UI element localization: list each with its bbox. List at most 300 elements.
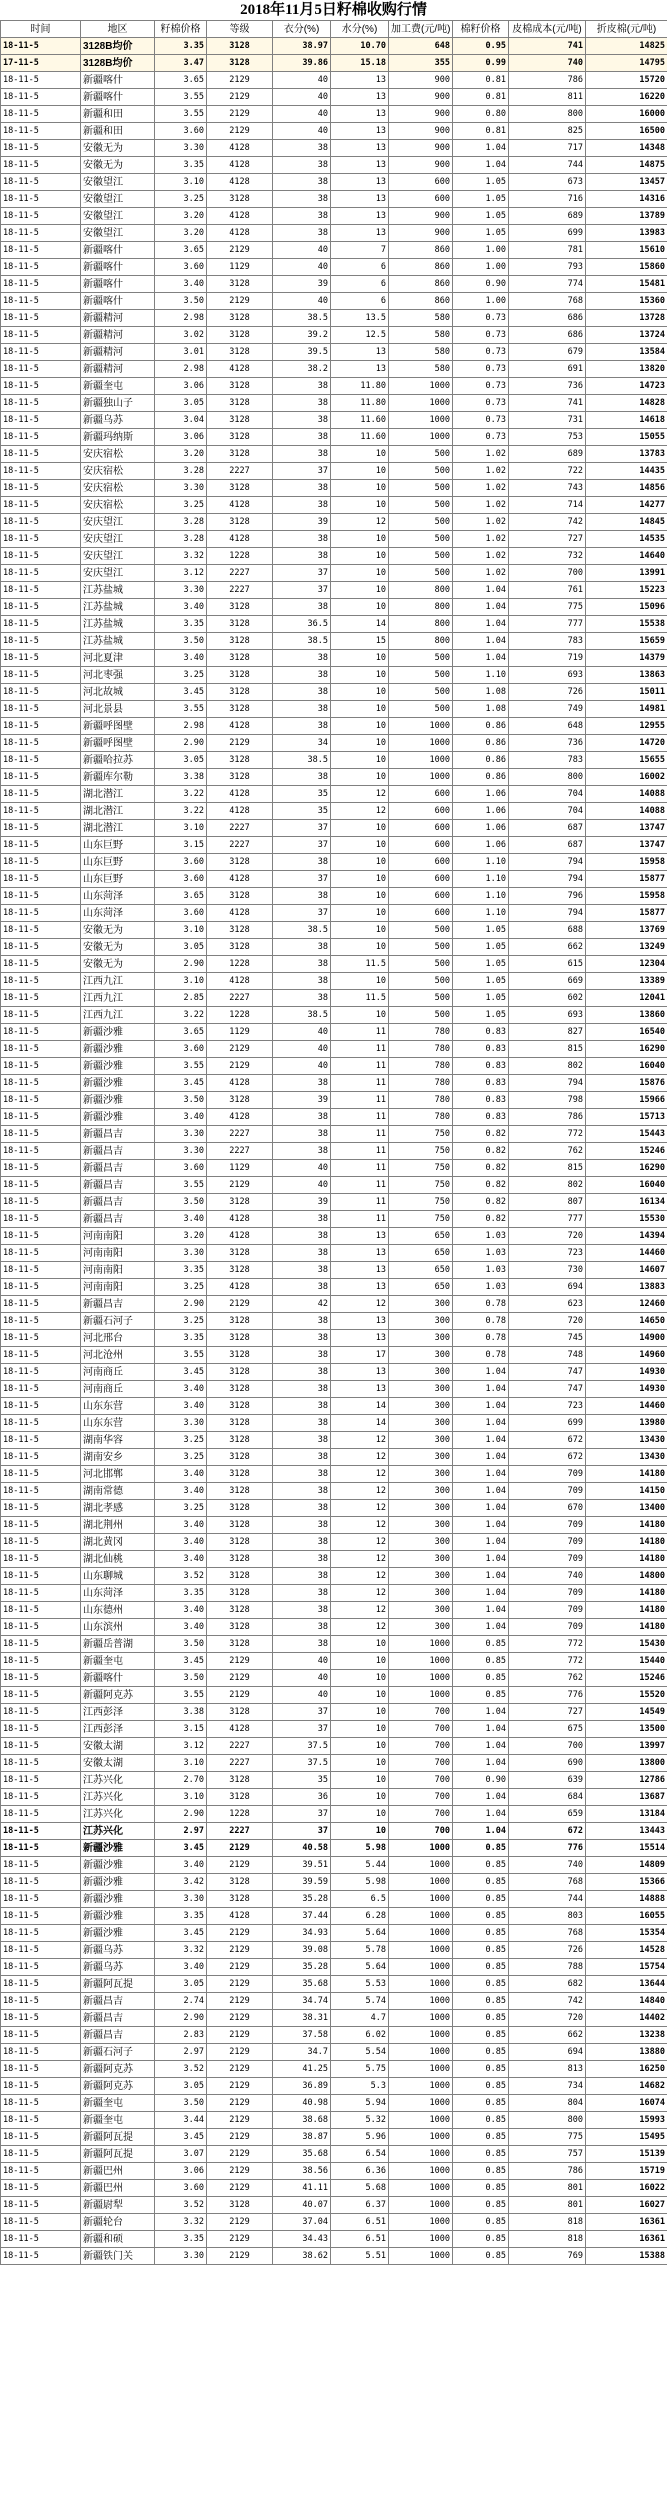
- cottonseed-price-cell: 1.04: [453, 1721, 509, 1738]
- grade-cell: 3128: [207, 1789, 273, 1806]
- region-cell: 山东东营: [81, 1398, 155, 1415]
- seed-cotton-price-cell: 2.70: [155, 1772, 207, 1789]
- table-row: [1, 2044, 667, 2061]
- cottonseed-price-cell: 0.85: [453, 2027, 509, 2044]
- time-cell: 18-11-5: [1, 2078, 81, 2095]
- moisture-cell: 11: [331, 1024, 389, 1041]
- time-cell: 18-11-5: [1, 803, 81, 820]
- time-cell: 18-11-5: [1, 531, 81, 548]
- processing-fee-cell: 1000: [389, 769, 453, 786]
- moisture-cell: 13: [331, 1313, 389, 1330]
- table-row: [1, 514, 667, 531]
- lint-cost-cell: 742: [509, 1993, 586, 2010]
- region-cell: 河南商丘: [81, 1381, 155, 1398]
- table-row: [1, 786, 667, 803]
- table-row: [1, 684, 667, 701]
- seed-cotton-price-cell: 3.28: [155, 463, 207, 480]
- lint-cost-cell: 704: [509, 786, 586, 803]
- lint-percentage-cell: 38: [273, 1398, 331, 1415]
- cottonseed-price-cell: 1.02: [453, 446, 509, 463]
- lint-cost-cell: 741: [509, 38, 586, 55]
- table-row: [1, 106, 667, 123]
- lint-equivalent-cell: 16290: [586, 1160, 667, 1177]
- region-cell: 新疆沙雅: [81, 1925, 155, 1942]
- lint-percentage-cell: 38: [273, 1075, 331, 1092]
- seed-cotton-price-cell: 3.55: [155, 106, 207, 123]
- lint-cost-cell: 825: [509, 123, 586, 140]
- table-row: [1, 446, 667, 463]
- cottonseed-price-cell: 0.78: [453, 1330, 509, 1347]
- lint-percentage-cell: 38.5: [273, 752, 331, 769]
- grade-cell: 3128: [207, 752, 273, 769]
- lint-cost-cell: 731: [509, 412, 586, 429]
- moisture-cell: 6: [331, 259, 389, 276]
- lint-equivalent-cell: 14528: [586, 1942, 667, 1959]
- moisture-cell: 13: [331, 1330, 389, 1347]
- cottonseed-price-cell: 0.83: [453, 1041, 509, 1058]
- region-cell: 新疆铁门关: [81, 2248, 155, 2265]
- lint-equivalent-cell: 15360: [586, 293, 667, 310]
- time-cell: 18-11-5: [1, 1959, 81, 1976]
- time-cell: 18-11-5: [1, 1653, 81, 1670]
- lint-equivalent-cell: 14316: [586, 191, 667, 208]
- time-cell: 18-11-5: [1, 1347, 81, 1364]
- moisture-cell: 13: [331, 89, 389, 106]
- table-row: [1, 752, 667, 769]
- lint-percentage-cell: 38: [273, 956, 331, 973]
- processing-fee-cell: 500: [389, 565, 453, 582]
- time-cell: 18-11-5: [1, 1024, 81, 1041]
- processing-fee-cell: 860: [389, 293, 453, 310]
- grade-cell: 2129: [207, 2146, 273, 2163]
- moisture-cell: 12: [331, 1449, 389, 1466]
- table-row: [1, 633, 667, 650]
- time-cell: 18-11-5: [1, 327, 81, 344]
- region-cell: 新疆昌吉: [81, 1126, 155, 1143]
- table-row: [1, 990, 667, 1007]
- time-cell: 18-11-5: [1, 157, 81, 174]
- region-cell: 新疆阿克苏: [81, 1687, 155, 1704]
- grade-cell: 4128: [207, 140, 273, 157]
- table-row: [1, 1891, 667, 1908]
- lint-percentage-cell: 38: [273, 429, 331, 446]
- cottonseed-price-cell: 0.85: [453, 2248, 509, 2265]
- cottonseed-price-cell: 1.04: [453, 1551, 509, 1568]
- lint-percentage-cell: 38: [273, 157, 331, 174]
- seed-cotton-price-cell: 2.90: [155, 735, 207, 752]
- region-cell: 新疆玛纳斯: [81, 429, 155, 446]
- lint-cost-cell: 802: [509, 1177, 586, 1194]
- processing-fee-cell: 1000: [389, 718, 453, 735]
- lint-cost-cell: 800: [509, 769, 586, 786]
- lint-equivalent-cell: 16022: [586, 2180, 667, 2197]
- lint-percentage-cell: 37: [273, 1806, 331, 1823]
- cottonseed-price-cell: 0.85: [453, 2180, 509, 2197]
- lint-percentage-cell: 38: [273, 1262, 331, 1279]
- moisture-cell: 5.32: [331, 2112, 389, 2129]
- lint-percentage-cell: 38: [273, 1279, 331, 1296]
- grade-cell: 3128: [207, 633, 273, 650]
- lint-cost-cell: 693: [509, 667, 586, 684]
- moisture-cell: 6.51: [331, 2214, 389, 2231]
- lint-equivalent-cell: 15713: [586, 1109, 667, 1126]
- grade-cell: 3128: [207, 1245, 273, 1262]
- time-cell: 18-11-5: [1, 1789, 81, 1806]
- seed-cotton-price-cell: 3.50: [155, 1670, 207, 1687]
- table-row: [1, 174, 667, 191]
- grade-cell: 3128: [207, 1330, 273, 1347]
- cottonseed-price-cell: 1.05: [453, 939, 509, 956]
- processing-fee-cell: 700: [389, 1789, 453, 1806]
- grade-cell: 3128: [207, 1364, 273, 1381]
- table-row: [1, 1500, 667, 1517]
- lint-percentage-cell: 38: [273, 378, 331, 395]
- cottonseed-price-cell: 0.85: [453, 2095, 509, 2112]
- lint-cost-cell: 720: [509, 1313, 586, 1330]
- moisture-cell: 13: [331, 1245, 389, 1262]
- grade-cell: 3128: [207, 1551, 273, 1568]
- grade-cell: 2129: [207, 293, 273, 310]
- region-cell: 新疆昌吉: [81, 2027, 155, 2044]
- region-cell: 新疆沙雅: [81, 1109, 155, 1126]
- seed-cotton-price-cell: 3.60: [155, 1041, 207, 1058]
- region-cell: 山东菏泽: [81, 888, 155, 905]
- region-cell: 山东巨野: [81, 837, 155, 854]
- cottonseed-price-cell: 1.05: [453, 191, 509, 208]
- time-cell: 18-11-5: [1, 1840, 81, 1857]
- seed-cotton-price-cell: 3.50: [155, 293, 207, 310]
- grade-cell: 3128: [207, 1449, 273, 1466]
- seed-cotton-price-cell: 3.40: [155, 1534, 207, 1551]
- lint-equivalent-cell: 16361: [586, 2231, 667, 2248]
- grade-cell: 2129: [207, 242, 273, 259]
- cottonseed-price-cell: 1.05: [453, 225, 509, 242]
- grade-cell: 3128: [207, 888, 273, 905]
- lint-percentage-cell: 37.44: [273, 1908, 331, 1925]
- lint-cost-cell: 800: [509, 2112, 586, 2129]
- table-row: [1, 361, 667, 378]
- time-cell: 18-11-5: [1, 293, 81, 310]
- region-cell: 安庆望江: [81, 565, 155, 582]
- moisture-cell: 10: [331, 1687, 389, 1704]
- lint-cost-cell: 786: [509, 72, 586, 89]
- lint-percentage-cell: 38: [273, 718, 331, 735]
- lint-cost-cell: 736: [509, 735, 586, 752]
- processing-fee-cell: 300: [389, 1296, 453, 1313]
- lint-equivalent-cell: 13820: [586, 361, 667, 378]
- time-cell: 18-11-5: [1, 1330, 81, 1347]
- lint-cost-cell: 693: [509, 1007, 586, 1024]
- lint-equivalent-cell: 14650: [586, 1313, 667, 1330]
- lint-percentage-cell: 34.7: [273, 2044, 331, 2061]
- seed-cotton-price-cell: 3.40: [155, 276, 207, 293]
- seed-cotton-price-cell: 3.60: [155, 854, 207, 871]
- processing-fee-cell: 1000: [389, 395, 453, 412]
- lint-equivalent-cell: 14180: [586, 1602, 667, 1619]
- lint-cost-cell: 748: [509, 1347, 586, 1364]
- table-row: [1, 854, 667, 871]
- processing-fee-cell: 300: [389, 1432, 453, 1449]
- grade-cell: 2129: [207, 1857, 273, 1874]
- lint-percentage-cell: 39.08: [273, 1942, 331, 1959]
- processing-fee-cell: 300: [389, 1568, 453, 1585]
- cottonseed-price-cell: 0.86: [453, 769, 509, 786]
- lint-percentage-cell: 38: [273, 1568, 331, 1585]
- table-row: [1, 650, 667, 667]
- region-cell: 湖北仙桃: [81, 1551, 155, 1568]
- cottonseed-price-cell: 0.85: [453, 1993, 509, 2010]
- seed-cotton-price-cell: 3.65: [155, 888, 207, 905]
- lint-percentage-cell: 37: [273, 905, 331, 922]
- lint-equivalent-cell: 15876: [586, 1075, 667, 1092]
- lint-cost-cell: 672: [509, 1449, 586, 1466]
- region-cell: 新疆沙雅: [81, 1075, 155, 1092]
- grade-cell: 2129: [207, 1670, 273, 1687]
- grade-cell: 1228: [207, 1007, 273, 1024]
- lint-percentage-cell: 37: [273, 565, 331, 582]
- grade-cell: 3128: [207, 684, 273, 701]
- processing-fee-cell: 800: [389, 599, 453, 616]
- region-cell: 新疆阿克苏: [81, 2061, 155, 2078]
- cottonseed-price-cell: 1.04: [453, 1755, 509, 1772]
- grade-cell: 3128: [207, 1313, 273, 1330]
- table-row: [1, 1364, 667, 1381]
- grade-cell: 2227: [207, 1738, 273, 1755]
- moisture-cell: 10: [331, 582, 389, 599]
- lint-cost-cell: 602: [509, 990, 586, 1007]
- lint-equivalent-cell: 15530: [586, 1211, 667, 1228]
- lint-equivalent-cell: 13457: [586, 174, 667, 191]
- cottonseed-price-cell: 0.85: [453, 1908, 509, 1925]
- table-row: [1, 208, 667, 225]
- lint-percentage-cell: 38: [273, 1619, 331, 1636]
- processing-fee-cell: 355: [389, 55, 453, 72]
- processing-fee-cell: 860: [389, 276, 453, 293]
- cottonseed-price-cell: 0.82: [453, 1194, 509, 1211]
- processing-fee-cell: 300: [389, 1551, 453, 1568]
- lint-percentage-cell: 36.5: [273, 616, 331, 633]
- table-row: [1, 1942, 667, 1959]
- cottonseed-price-cell: 1.00: [453, 259, 509, 276]
- seed-cotton-price-cell: 3.12: [155, 565, 207, 582]
- time-cell: 18-11-5: [1, 412, 81, 429]
- moisture-cell: 11: [331, 1143, 389, 1160]
- region-cell: 新疆哈拉苏: [81, 752, 155, 769]
- region-cell: 河北景县: [81, 701, 155, 718]
- lint-equivalent-cell: 14379: [586, 650, 667, 667]
- moisture-cell: 10: [331, 531, 389, 548]
- lint-equivalent-cell: 16000: [586, 106, 667, 123]
- table-row: [1, 1007, 667, 1024]
- time-cell: 18-11-5: [1, 2197, 81, 2214]
- lint-percentage-cell: 37: [273, 463, 331, 480]
- processing-fee-cell: 750: [389, 1126, 453, 1143]
- seed-cotton-price-cell: 2.90: [155, 956, 207, 973]
- processing-fee-cell: 1000: [389, 1993, 453, 2010]
- cottonseed-price-cell: 0.85: [453, 2163, 509, 2180]
- cottonseed-price-cell: 1.04: [453, 140, 509, 157]
- time-cell: 18-11-5: [1, 1466, 81, 1483]
- processing-fee-cell: 600: [389, 871, 453, 888]
- seed-cotton-price-cell: 3.28: [155, 514, 207, 531]
- lint-equivalent-cell: 15011: [586, 684, 667, 701]
- grade-cell: 3128: [207, 667, 273, 684]
- cottonseed-price-cell: 0.85: [453, 2214, 509, 2231]
- time-cell: 18-11-5: [1, 1228, 81, 1245]
- grade-cell: 3128: [207, 1772, 273, 1789]
- seed-cotton-price-cell: 3.40: [155, 1551, 207, 1568]
- lint-cost-cell: 776: [509, 1687, 586, 1704]
- moisture-cell: 11: [331, 1194, 389, 1211]
- lint-equivalent-cell: 14800: [586, 1568, 667, 1585]
- lint-cost-cell: 745: [509, 1330, 586, 1347]
- time-cell: 18-11-5: [1, 633, 81, 650]
- table-row: [1, 1262, 667, 1279]
- processing-fee-cell: 500: [389, 497, 453, 514]
- cottonseed-price-cell: 1.04: [453, 1398, 509, 1415]
- grade-cell: 3128: [207, 446, 273, 463]
- region-cell: 新疆阿瓦提: [81, 2146, 155, 2163]
- grade-cell: 4128: [207, 786, 273, 803]
- time-cell: 18-11-5: [1, 1262, 81, 1279]
- seed-cotton-price-cell: 3.60: [155, 259, 207, 276]
- lint-percentage-cell: 38: [273, 191, 331, 208]
- moisture-cell: 13: [331, 361, 389, 378]
- moisture-cell: 12: [331, 1619, 389, 1636]
- moisture-cell: 5.51: [331, 2248, 389, 2265]
- region-cell: 3128B均价: [81, 55, 155, 72]
- seed-cotton-price-cell: 3.05: [155, 2078, 207, 2095]
- lint-equivalent-cell: 13769: [586, 922, 667, 939]
- lint-cost-cell: 747: [509, 1364, 586, 1381]
- lint-percentage-cell: 38.56: [273, 2163, 331, 2180]
- cottonseed-price-cell: 0.73: [453, 344, 509, 361]
- lint-equivalent-cell: 13747: [586, 837, 667, 854]
- cottonseed-price-cell: 1.06: [453, 803, 509, 820]
- grade-cell: 4128: [207, 174, 273, 191]
- moisture-cell: 10: [331, 752, 389, 769]
- table-row: [1, 1925, 667, 1942]
- time-cell: 18-11-5: [1, 276, 81, 293]
- lint-equivalent-cell: 13644: [586, 1976, 667, 1993]
- moisture-cell: 10: [331, 1670, 389, 1687]
- lint-percentage-cell: 38: [273, 854, 331, 871]
- table-row: [1, 1432, 667, 1449]
- lint-equivalent-cell: 13728: [586, 310, 667, 327]
- table-row: [1, 2095, 667, 2112]
- processing-fee-cell: 1000: [389, 2146, 453, 2163]
- cottonseed-price-cell: 0.90: [453, 276, 509, 293]
- lint-percentage-cell: 39: [273, 514, 331, 531]
- region-cell: 新疆库尔勒: [81, 769, 155, 786]
- lint-percentage-cell: 37: [273, 1721, 331, 1738]
- seed-cotton-price-cell: 3.30: [155, 480, 207, 497]
- cottonseed-price-cell: 0.85: [453, 2044, 509, 2061]
- table-row: [1, 769, 667, 786]
- lint-cost-cell: 670: [509, 1500, 586, 1517]
- region-cell: 新疆昌吉: [81, 1143, 155, 1160]
- moisture-cell: 14: [331, 616, 389, 633]
- lint-cost-cell: 761: [509, 582, 586, 599]
- region-cell: 安庆望江: [81, 531, 155, 548]
- grade-cell: 2129: [207, 123, 273, 140]
- seed-cotton-price-cell: 3.55: [155, 701, 207, 718]
- seed-cotton-price-cell: 3.07: [155, 2146, 207, 2163]
- lint-equivalent-cell: 13880: [586, 2044, 667, 2061]
- processing-fee-cell: 1000: [389, 752, 453, 769]
- lint-percentage-cell: 38.97: [273, 38, 331, 55]
- lint-percentage-cell: 39.51: [273, 1857, 331, 1874]
- cottonseed-price-cell: 1.04: [453, 157, 509, 174]
- lint-percentage-cell: 38: [273, 1415, 331, 1432]
- moisture-cell: 5.53: [331, 1976, 389, 1993]
- processing-fee-cell: 300: [389, 1449, 453, 1466]
- table-row: [1, 1959, 667, 1976]
- region-cell: 安庆宿松: [81, 480, 155, 497]
- processing-fee-cell: 300: [389, 1330, 453, 1347]
- processing-fee-cell: 500: [389, 922, 453, 939]
- cottonseed-price-cell: 1.04: [453, 1789, 509, 1806]
- seed-cotton-price-cell: 2.90: [155, 2010, 207, 2027]
- lint-equivalent-cell: 15993: [586, 2112, 667, 2129]
- processing-fee-cell: 780: [389, 1058, 453, 1075]
- table-row: [1, 1313, 667, 1330]
- grade-cell: 2129: [207, 2129, 273, 2146]
- moisture-cell: 6.37: [331, 2197, 389, 2214]
- grade-cell: 2129: [207, 1942, 273, 1959]
- grade-cell: 4128: [207, 1279, 273, 1296]
- region-cell: 河南南阳: [81, 1245, 155, 1262]
- moisture-cell: 6: [331, 276, 389, 293]
- lint-equivalent-cell: 14720: [586, 735, 667, 752]
- moisture-cell: 10: [331, 905, 389, 922]
- lint-equivalent-cell: 15440: [586, 1653, 667, 1670]
- time-cell: 18-11-5: [1, 1602, 81, 1619]
- region-cell: 湖北潜江: [81, 786, 155, 803]
- cottonseed-price-cell: 1.03: [453, 1279, 509, 1296]
- table-row: [1, 837, 667, 854]
- region-cell: 新疆石河子: [81, 1313, 155, 1330]
- lint-equivalent-cell: 15139: [586, 2146, 667, 2163]
- lint-cost-cell: 777: [509, 1211, 586, 1228]
- region-cell: 新疆尉犁: [81, 2197, 155, 2214]
- table-row: [1, 72, 667, 89]
- price-table: [0, 20, 667, 2265]
- seed-cotton-price-cell: 3.45: [155, 684, 207, 701]
- lint-percentage-cell: 38: [273, 973, 331, 990]
- processing-fee-cell: 900: [389, 72, 453, 89]
- lint-cost-cell: 615: [509, 956, 586, 973]
- time-cell: 18-11-5: [1, 1092, 81, 1109]
- processing-fee-cell: 750: [389, 1194, 453, 1211]
- time-cell: 18-11-5: [1, 1942, 81, 1959]
- grade-cell: 3128: [207, 701, 273, 718]
- seed-cotton-price-cell: 3.40: [155, 1466, 207, 1483]
- lint-equivalent-cell: 13724: [586, 327, 667, 344]
- lint-equivalent-cell: 15719: [586, 2163, 667, 2180]
- grade-cell: 4128: [207, 718, 273, 735]
- lint-percentage-cell: 37: [273, 1704, 331, 1721]
- moisture-cell: 12: [331, 1568, 389, 1585]
- time-cell: 18-11-5: [1, 667, 81, 684]
- seed-cotton-price-cell: 3.20: [155, 1228, 207, 1245]
- lint-percentage-cell: 39: [273, 1092, 331, 1109]
- grade-cell: 1129: [207, 1160, 273, 1177]
- average-row: [1, 38, 667, 55]
- cottonseed-price-cell: 0.99: [453, 55, 509, 72]
- seed-cotton-price-cell: 3.05: [155, 752, 207, 769]
- seed-cotton-price-cell: 2.90: [155, 1296, 207, 1313]
